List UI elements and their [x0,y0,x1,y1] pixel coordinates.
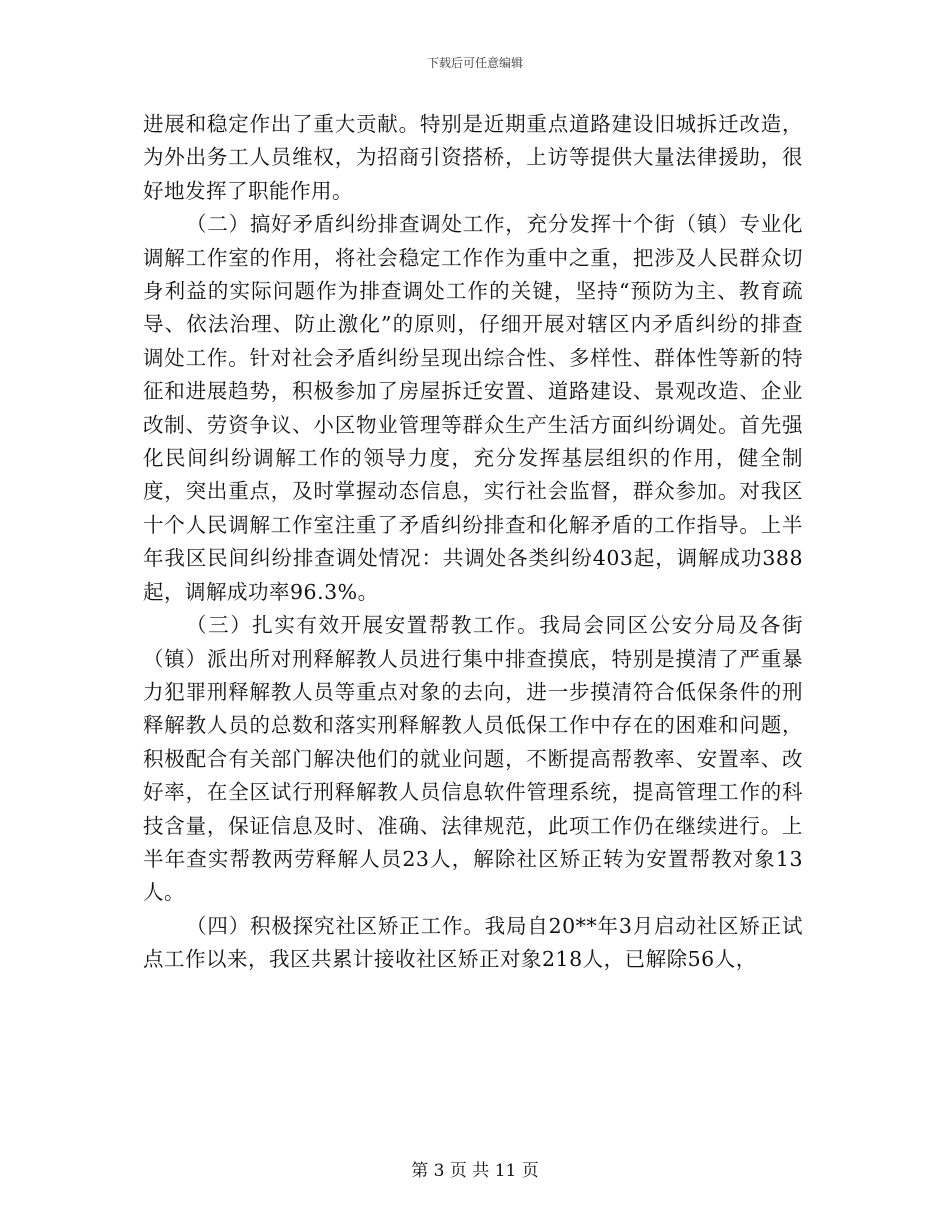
document-body [143,108,803,977]
page-number: 第 3 页 共 11 页 [411,1161,539,1181]
paragraph-section-4: （四）积极探究社区矫正工作。我局自20**年3月启动社区矫正试点工作以来，我区共累计接收社区矫正对象218人，已解除56人， [143,913,803,972]
paragraph-continuation: 进展和稳定作出了重大贡献。特别是近期重点道路建设旧城拆迁改造，为外出务工人员维权，为招商引资搭桥，上访等提供大量法律援助，很好地发挥了职能作用。 [143,112,803,203]
paragraph-section-3: （三）扎实有效开展安置帮教工作。我局会同区公安分局及各街（镇）派出所对刑释解教人员进行集中排查摸底，特别是摸清了严重暴力犯罪刑释解教人员等重点对象的去向，进一步摸清符合低保条件的刑释解教人员的总数和落实刑释解教人员低保工作中存在的困难和问题，积极配合有关部门解决他们的就业问题，不断提高帮教率、安置率、改好率，在全区试行刑释解教人员信息软件管理系统，提高管理工作的科技含量，保证信息及时、准确、法律规范，此项工作仍在继续进行。上半年查实帮教两劳释解人员23人，解除社区矫正转为安置帮教对象13人。 [143,613,803,905]
paragraph-section-2: （二）搞好矛盾纠纷排查调处工作，充分发挥十个街（镇）专业化调解工作室的作用，将社会稳定工作作为重中之重，把涉及人民群众切身利益的实际问题作为排查调处工作的关键，坚持“预防为主、教育疏导、依法治理、防止激化”的原则，仔细开展对辖区内矛盾纠纷的排查调处工作。针对社会矛盾纠纷呈现出综合性、多样性、群体性等新的特征和进展趋势，积极参加了房屋拆迁安置、道路建设、景观改造、企业改制、劳资争议、小区物业管理等群众生产生活方面纠纷调处。首先强化民间纠纷调解工作的领导力度，充分发挥基层组织的作用，健全制度，突出重点，及时掌握动态信息，实行社会监督，群众参加。对我区十个人民调解工作室注重了矛盾纠纷排查和化解矛盾的工作指导。上半年我区民间纠纷排查调处情况：共调处各类纠纷403起，调解成功388起，调解成功率96.3%。 [143,212,803,604]
page-header: 下载后可任意编辑 [426,56,523,70]
